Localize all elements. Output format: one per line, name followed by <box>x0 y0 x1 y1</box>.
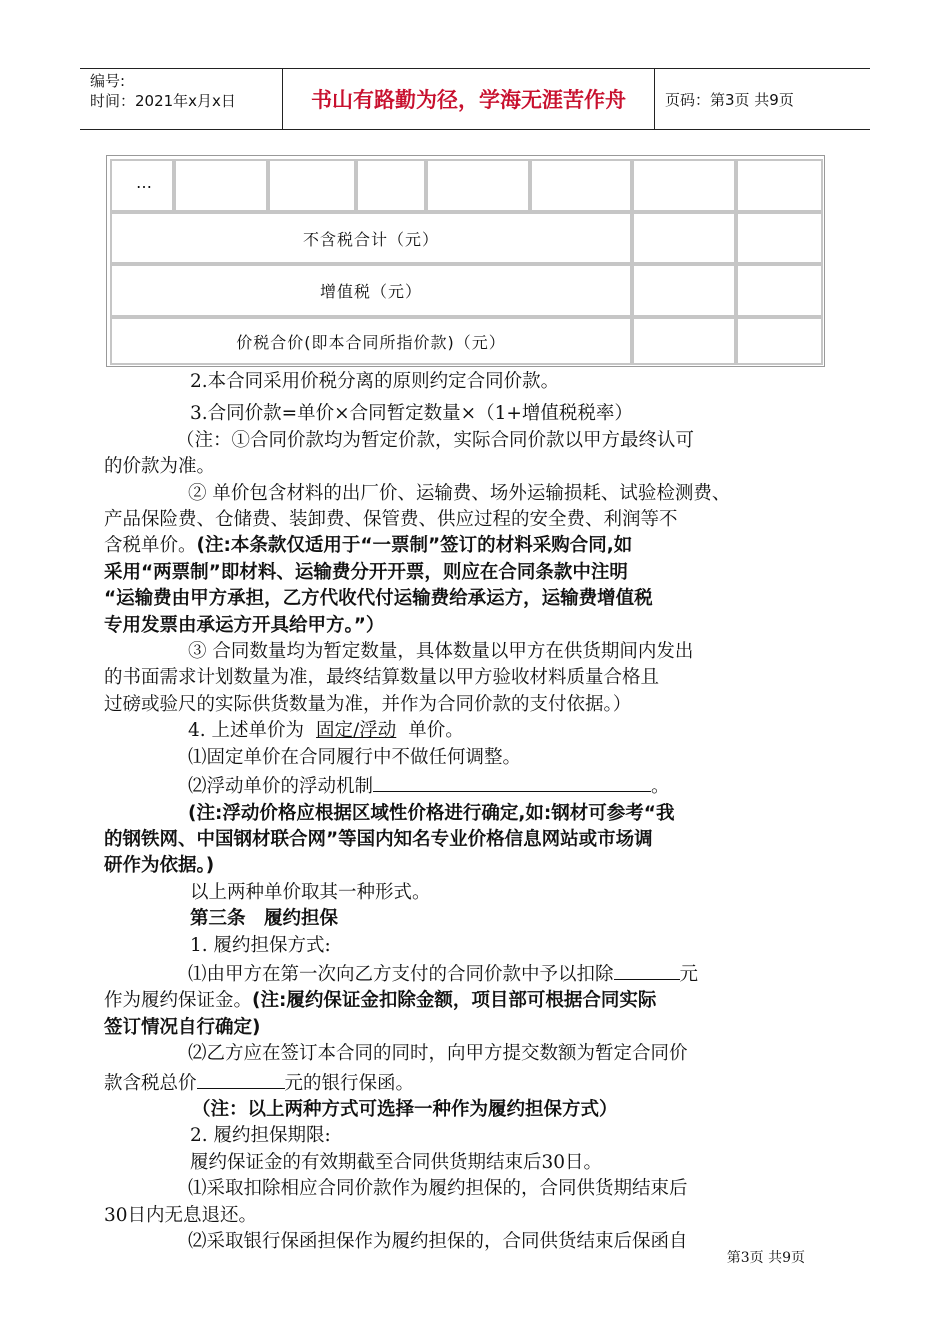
paragraph-line: （注：①合同价款均为暂定价款，实际合同价款以甲方最终认可 <box>176 429 695 451</box>
text-run: 单价。 <box>408 720 464 742</box>
page-footer: 第3页 共9页 <box>726 1250 805 1266</box>
paragraph-line: ③ 合同数量均为暂定数量，具体数量以甲方在供货期间内发出 <box>188 641 694 663</box>
header-info <box>80 69 283 129</box>
page-header <box>80 68 870 130</box>
table-cell <box>632 159 736 212</box>
text-run: 4. 上述单价为 <box>188 720 305 742</box>
header-page-number: 页码：第3页 共9页 <box>665 90 794 109</box>
paragraph-line <box>104 533 810 559</box>
table-cell <box>736 159 823 212</box>
text-run: 含税单价。 <box>104 535 197 557</box>
paragraph-line: ⑵乙方应在签订本合同的同时，向甲方提交数额为暂定合同价 <box>188 1043 688 1065</box>
note-line: 研作为依据。) <box>104 855 215 877</box>
note-line: 的钢铁网、中国钢材联合网”等国内知名专业价格信息网站或市场调 <box>104 828 653 850</box>
table-cell <box>174 159 268 212</box>
document-date-label: 时间：2021年x月x日 <box>90 92 236 110</box>
table-cell <box>632 212 736 264</box>
section-heading: 第三条 履约担保 <box>190 908 339 930</box>
paragraph-line: 过磅或验尺的实际供货数量为准，并作为合同价款的支付依据。） <box>104 693 632 715</box>
paragraph-line: 2.本合同采用价税分离的原则约定合同价款。 <box>190 371 560 392</box>
row-no-tax-label: 不含税合计（元） <box>302 229 439 249</box>
paragraph-line: 的价款为准。 <box>104 456 216 478</box>
blank-field <box>373 771 651 792</box>
paragraph-line: 产品保险费、仓储费、装卸费、保管费、供应过程的安全费、利润等不 <box>104 509 678 531</box>
note-line: (注:浮动价格应根据区域性价格进行确定,如:钢材可参考“我 <box>188 802 675 824</box>
paragraph-line: 1. 履约担保方式: <box>190 934 331 956</box>
paragraph-line: ⑵采取银行保函担保作为履约担保的，合同供货结束后保函自 <box>188 1231 688 1252</box>
document-body <box>104 369 810 1255</box>
header-motto: 书山有路勤为径，学海无涯苦作舟 <box>283 69 655 129</box>
note-text: (注:本条款仅适用于“一票制”签订的材料采购合同,如 <box>196 535 633 557</box>
paragraph-line: 履约保证金的有效期截至合同供货期结束后30日。 <box>190 1151 603 1173</box>
note-line: 专用发票由承运方开具给甲方。”） <box>104 614 385 636</box>
blank-field <box>614 959 680 980</box>
note-text: (注:履约保证金扣除金额，项目部可根据合同实际 <box>252 990 657 1012</box>
paragraph-line <box>142 771 810 800</box>
note-line: 采用“两票制”即材料、运输费分开开票，则应在合同条款中注明 <box>104 561 628 583</box>
table-cell <box>632 317 736 365</box>
table-cell <box>736 264 823 317</box>
table-cell <box>736 212 823 264</box>
paragraph-line <box>104 1068 810 1097</box>
text-run: ⑴由甲方在第一次向乙方支付的合同价款中予以扣除 <box>188 963 614 985</box>
note-line: “运输费由甲方承担，乙方代收代付运输费给承运方，运输费增值税 <box>104 588 653 610</box>
paragraph-line: 30日内无息退还。 <box>104 1204 258 1226</box>
paragraph-line: 以上两种单价取其一种形式。 <box>190 881 431 903</box>
table-cell <box>110 159 174 212</box>
paragraph-line <box>104 988 810 1014</box>
text-run: ⑵浮动单价的浮动机制 <box>188 776 374 798</box>
text-run: 元 <box>679 963 699 985</box>
row-vat-label: 增值税（元） <box>319 282 422 301</box>
paragraph-line: 2. 履约担保期限: <box>190 1125 331 1147</box>
paragraph-line: 的书面需求计划数量为准，最终结算数量以甲方验收材料质量合格且 <box>104 667 660 689</box>
blank-field <box>197 1068 285 1089</box>
table-cell <box>530 159 632 212</box>
document-number-label: 编号: <box>90 72 126 90</box>
text-run: 元的银行保函。 <box>284 1072 415 1094</box>
row-vat <box>110 264 632 317</box>
price-table <box>106 155 825 367</box>
paragraph-line: ② 单价包含材料的出厂价、运输费、场外运输损耗、试验检测费、 <box>188 482 731 504</box>
paragraph-line: 3.合同价款=单价×合同暂定数量×（1+增值税税率） <box>190 403 633 425</box>
text-run: 。 <box>651 776 670 798</box>
table-cell <box>426 159 530 212</box>
text-run: 作为履约保证金。 <box>104 990 253 1012</box>
paragraph-line <box>142 959 810 988</box>
note-line: （注：以上两种方式可选择一种作为履约担保方式） <box>192 1098 618 1120</box>
table-cell <box>736 317 823 365</box>
price-type-field: 固定/浮动 <box>316 720 397 742</box>
table-cell <box>632 264 736 317</box>
paragraph-line <box>142 718 810 744</box>
note-line: 签订情况自行确定) <box>104 1016 261 1038</box>
paragraph-line: ⑴采取扣除相应合同价款作为履约担保的，合同供货期结束后 <box>188 1178 688 1200</box>
row-no-tax-total <box>110 212 632 264</box>
row-total <box>110 317 632 365</box>
row-total-label: 价税合价(即本合同所指价款)（元） <box>236 332 506 352</box>
table-ellipsis: … <box>136 173 152 192</box>
paragraph-line: ⑴固定单价在合同履行中不做任何调整。 <box>188 746 522 768</box>
text-run: 款含税总价 <box>104 1072 197 1094</box>
table-cell <box>356 159 426 212</box>
table-cell <box>268 159 356 212</box>
